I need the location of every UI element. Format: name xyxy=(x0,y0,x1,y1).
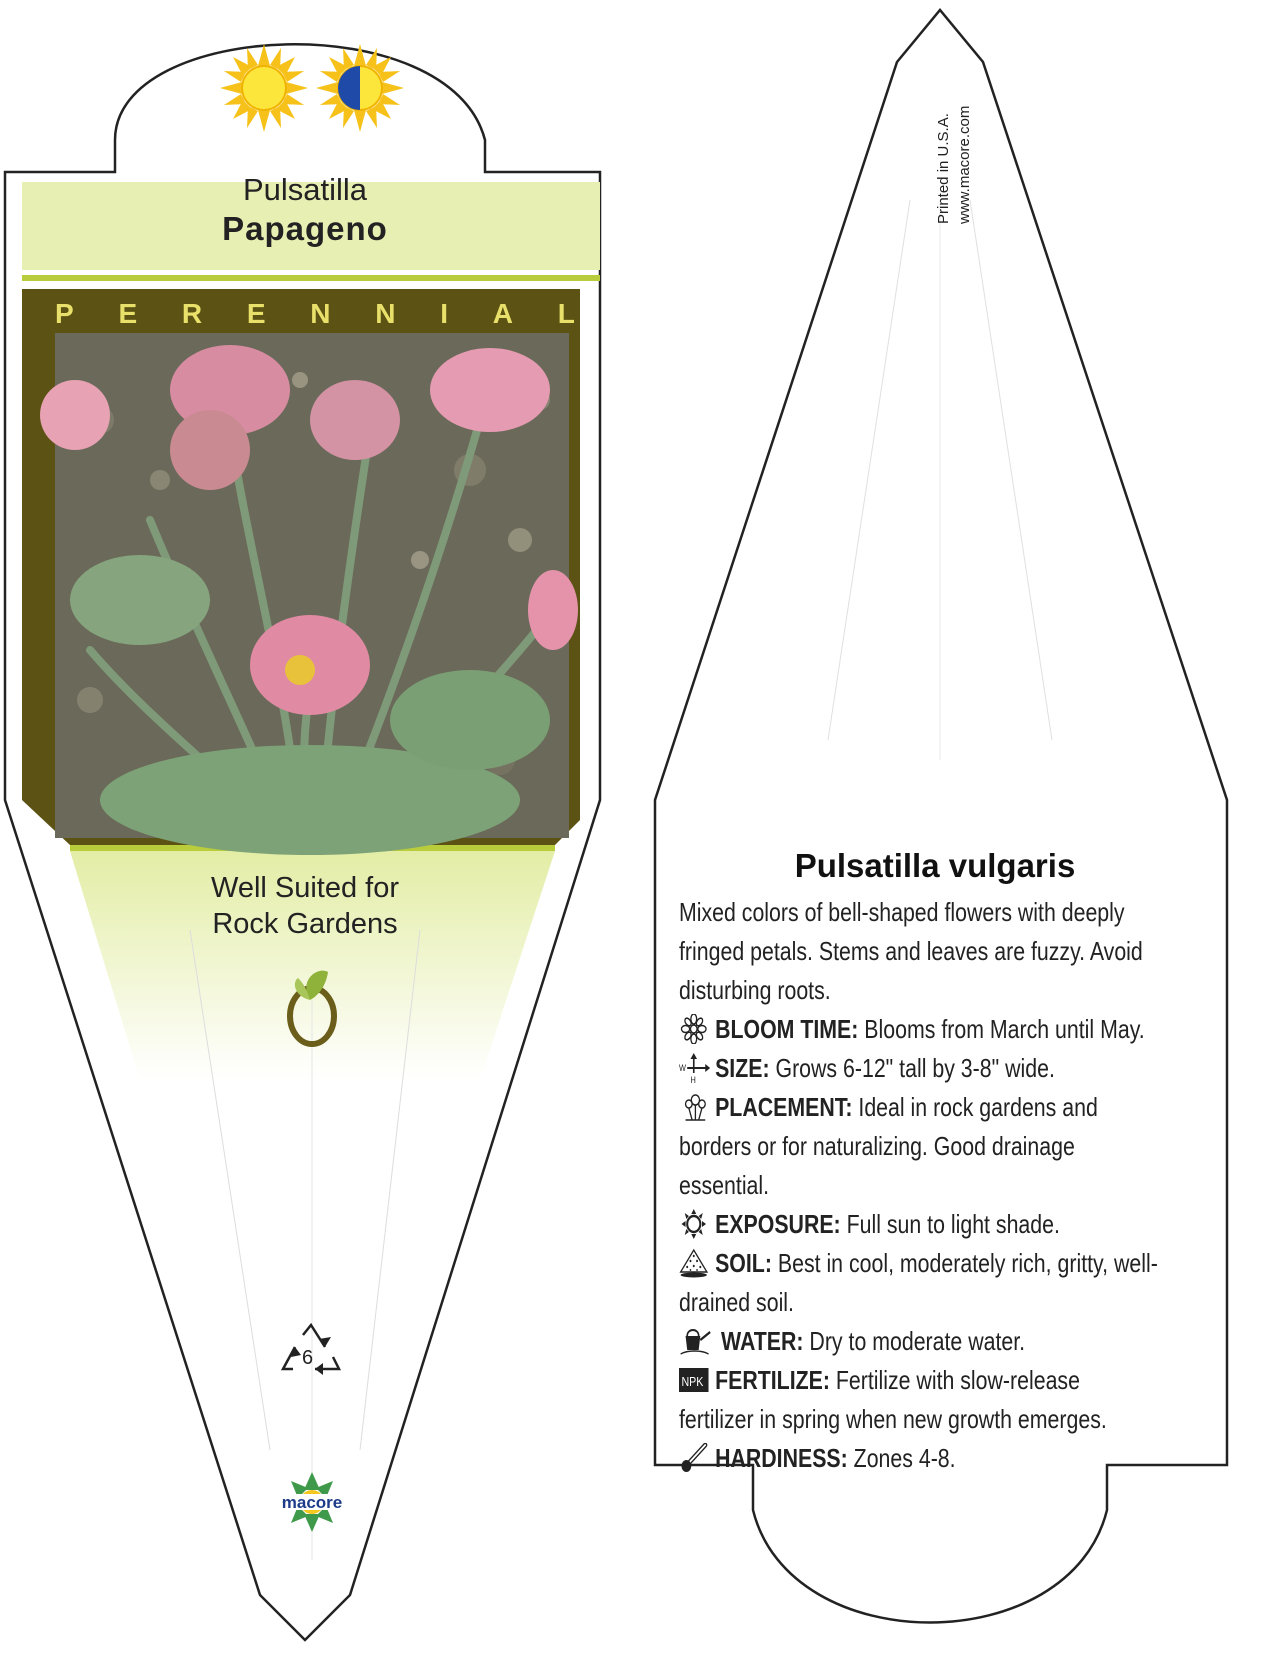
thermometer-icon xyxy=(679,1443,712,1473)
category-letter: P xyxy=(55,298,74,329)
plant-placement-icon xyxy=(679,1092,712,1122)
npk-text: NPK xyxy=(681,1373,704,1390)
printed-in-text: Printed in U.S.A. xyxy=(935,113,952,224)
care-info xyxy=(679,893,1159,1478)
category-letter: L xyxy=(557,298,575,329)
category-letter: N xyxy=(310,298,331,329)
attribute-soil xyxy=(679,1244,1159,1322)
category-letter: R xyxy=(181,298,203,329)
value-placement: Ideal in rock gardens and borders or for naturalizing. Good drainage essential. xyxy=(679,1092,1098,1200)
flower-icon xyxy=(679,1014,712,1044)
print-info xyxy=(930,52,973,232)
attribute-placement xyxy=(679,1088,1159,1205)
value-fertilize: Fertilize with slow-release fertilizer in spring when new growth emerges. xyxy=(679,1365,1107,1434)
npk-icon xyxy=(679,1365,712,1395)
value-size: Grows 6-12" tall by 3-8" wide. xyxy=(769,1053,1055,1083)
tagline-line1: Well Suited for xyxy=(210,872,400,904)
category-letter: E xyxy=(246,298,266,329)
watering-can-icon xyxy=(679,1326,712,1356)
label-exposure: EXPOSURE: xyxy=(715,1209,841,1239)
category-letter: I xyxy=(440,298,449,329)
value-hardiness: Zones 4-8. xyxy=(847,1443,956,1473)
category-label xyxy=(55,298,575,330)
label-size: SIZE: xyxy=(715,1053,770,1083)
soil-icon xyxy=(679,1248,712,1278)
size-arrows-icon xyxy=(679,1053,712,1083)
attribute-water xyxy=(679,1322,1159,1361)
plant-photo xyxy=(40,333,578,855)
brand-name: macore xyxy=(281,1493,343,1512)
recycle-number: 6 xyxy=(302,1347,314,1369)
attribute-hardiness xyxy=(679,1439,1159,1478)
part-sun-icon xyxy=(316,44,404,132)
category-letter: E xyxy=(118,298,138,329)
label-soil: SOIL: xyxy=(715,1248,772,1278)
species-name: Pulsatilla vulgaris xyxy=(794,847,1076,884)
website-text: www.macore.com xyxy=(956,105,973,224)
label-placement: PLACEMENT: xyxy=(715,1092,853,1122)
attribute-size xyxy=(679,1049,1159,1088)
label-hardiness: HARDINESS: xyxy=(715,1443,848,1473)
tagline xyxy=(0,870,610,942)
plant-genus: Pulsatilla xyxy=(242,172,368,207)
description: Mixed colors of bell-shaped flowers with deeply fringed petals. Stems and leaves are fuzzy. Avoid disturbing roots. xyxy=(679,897,1143,1005)
value-bloom-time: Blooms from March until May. xyxy=(858,1014,1145,1044)
full-sun-icon xyxy=(220,44,308,132)
label-bloom-time: BLOOM TIME: xyxy=(715,1014,859,1044)
label-water: WATER: xyxy=(715,1326,804,1356)
size-h-letter: H xyxy=(690,1075,696,1083)
value-exposure: Full sun to light shade. xyxy=(840,1209,1060,1239)
value-water: Dry to moderate water. xyxy=(803,1326,1026,1356)
attribute-fertilize xyxy=(679,1361,1159,1439)
value-soil: Best in cool, moderately rich, gritty, well-drained soil. xyxy=(679,1248,1158,1317)
attribute-bloom-time xyxy=(679,1010,1159,1049)
sun-icon xyxy=(679,1209,712,1239)
category-letter: N xyxy=(375,298,396,329)
size-w-letter: W xyxy=(679,1063,686,1074)
print-info-rotated xyxy=(930,52,980,232)
plant-cultivar: Papageno xyxy=(222,210,388,247)
attribute-exposure xyxy=(679,1205,1159,1244)
label-fertilize: FERTILIZE: xyxy=(715,1365,830,1395)
category-letter: A xyxy=(492,298,514,329)
tagline-line2: Rock Gardens xyxy=(212,908,398,940)
